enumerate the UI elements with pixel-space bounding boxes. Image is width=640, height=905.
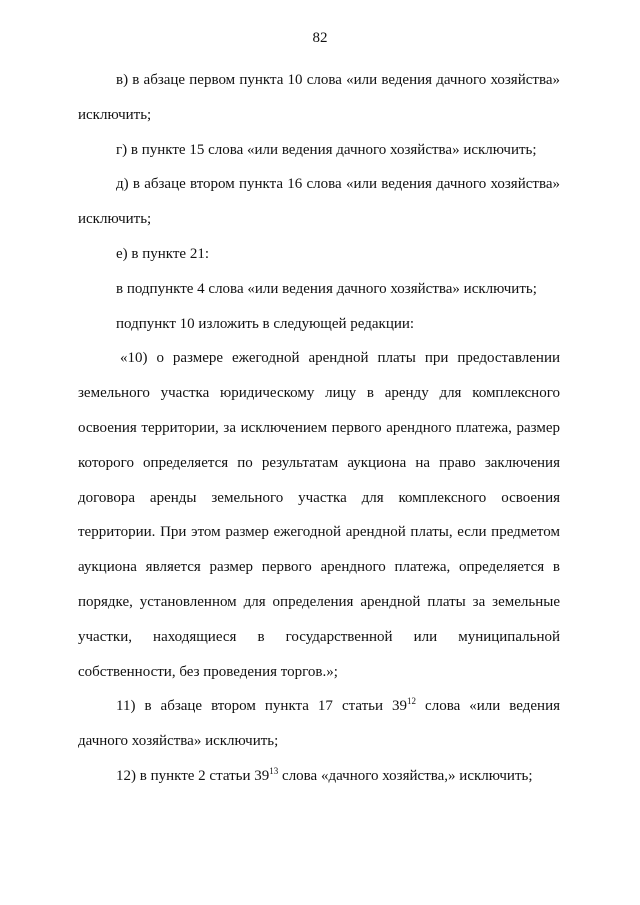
page-number: 82 [312,30,328,46]
paragraph-e: е) в пункте 21: [116,245,210,262]
paragraph-subpoint-4: в подпункте 4 слова «или ведения дачного хозяйства» исключить; [116,280,537,297]
paragraph-12-after: слова «дачного хозяйства,» исключить; [278,767,533,784]
paragraph-12-superscript: 13 [269,765,279,776]
paragraph-v: в) в абзаце первом пункта 10 слова «или ведения дачного хозяйства» исключить; [78,72,560,123]
paragraph-11 [78,689,560,759]
paragraph-g: г) в пункте 15 слова «или ведения дачного хозяйства» исключить; [116,141,537,158]
paragraph-11-before: 11) в абзаце втором пункта 17 статьи 39 [116,698,408,715]
paragraph-12-before: 12) в пункте 2 статьи 39 [116,767,270,784]
paragraph-11-superscript: 12 [407,696,417,707]
paragraph-quoted-text: «10) о размере ежегодной арендной платы при предоставлении земельного участка юридическому лицу в аренду для комплексного освоения территории, за исключением первого арендного платежа, размер которого определяется по результатам аукциона на право заключения договора аренды земельного участка для комплексного освоения территории. При этом размер ежегодной арендной платы, если предметом аукциона является размер первого арендного платежа, определяется в порядке, установленном для определения арендной платы за земельные участки, находящиеся в государственной или муниципальной собственности, без проведения торгов.»; [78,350,560,680]
paragraph-subpoint-10: подпункт 10 изложить в следующей редакции: [116,315,415,332]
paragraph-11-after: слова «или ведения дачного хозяйства» исключить; [78,698,560,750]
paragraph-d: д) в абзаце втором пункта 16 слова «или ведения дачного хозяйства» исключить; [78,176,560,228]
document-body [78,63,560,794]
paragraph-12 [78,759,560,794]
